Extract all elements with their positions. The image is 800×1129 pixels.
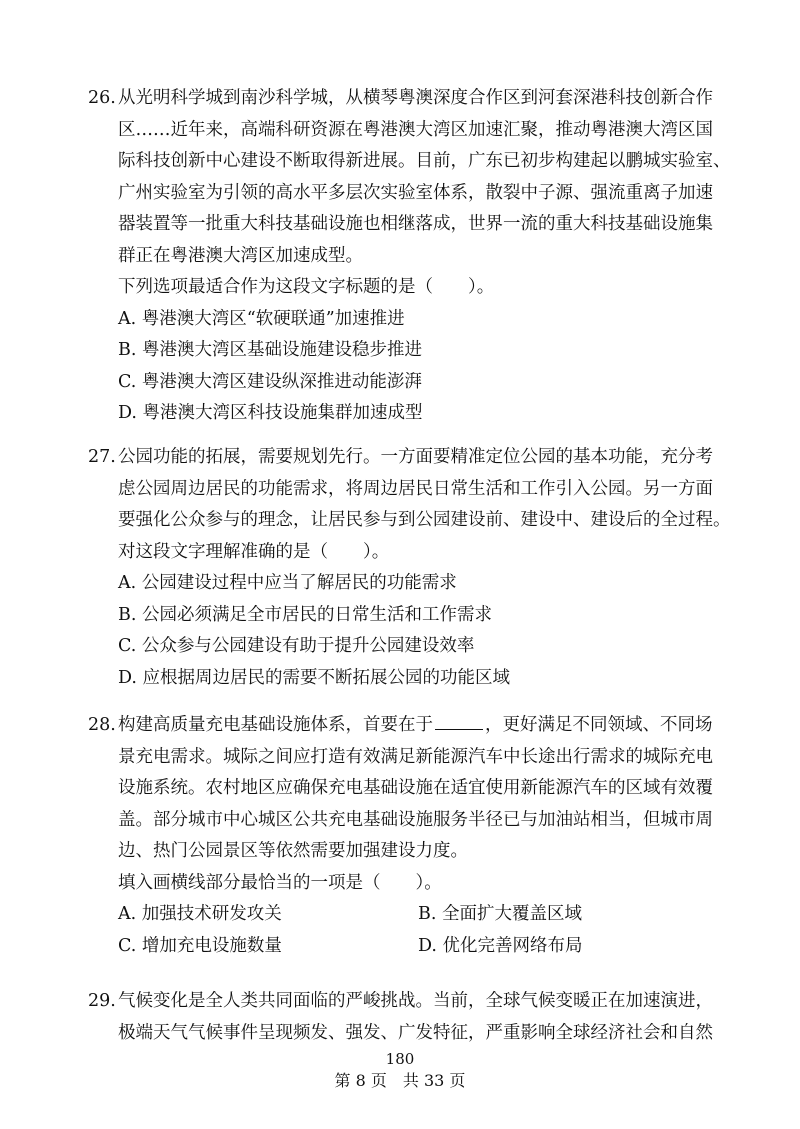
option-a: A. 粤港澳大湾区“软硬联通”加速推进 bbox=[118, 308, 405, 329]
option-a: A. 公园建设过程中应当了解居民的功能需求 bbox=[118, 573, 457, 593]
stem-line: 公园功能的拓展，需要规划先行。一方面要精准定位公园的基本功能，充分考 bbox=[118, 447, 713, 467]
option-b: B. 公园必须满足全市居民的日常生活和工作需求 bbox=[118, 604, 492, 625]
question-29 bbox=[88, 986, 728, 1049]
question-26 bbox=[88, 83, 731, 430]
question-number: 26. bbox=[88, 88, 116, 108]
options-row bbox=[88, 931, 728, 963]
question-prompt: 填入画横线部分最恰当的一项是（ ）。 bbox=[118, 872, 442, 893]
stem-line: 器装置等一批重大科技基础设施也相继落成，世界一流的重大科技基础设施集 bbox=[118, 214, 713, 234]
stem-line: 际科技创新中心建设不断取得新进展。目前，广东已初步构建起以鹏城实验室、 bbox=[118, 151, 731, 171]
stem-line: 盖。部分城市中心城区公共充电基础设施服务半径已与加油站相当，但城市周 bbox=[118, 809, 713, 830]
question-prompt: 对这段文字理解准确的是（ ）。 bbox=[118, 541, 390, 562]
stem-line: 极端天气气候事件呈现频发、强发、广发特征，严重影响全球经济社会和自然 bbox=[118, 1022, 713, 1043]
page-number: 180 bbox=[385, 1050, 415, 1068]
stem-line: 构建高质量充电基础设施体系，首要在于 bbox=[118, 715, 433, 735]
question-27 bbox=[88, 442, 731, 694]
stem-line: 广州实验室为引领的高水平多层次实验室体系，散裂中子源、强流重离子加速 bbox=[118, 182, 713, 203]
question-number: 27. bbox=[88, 447, 116, 467]
fill-blank bbox=[435, 711, 483, 730]
question-number: 28. bbox=[88, 715, 116, 735]
option-a: A. 加强技术研发攻关 bbox=[118, 904, 282, 924]
options-row bbox=[88, 899, 728, 931]
page-footer: 第 8 页 共 33 页 bbox=[334, 1071, 466, 1090]
option-b: B. 粤港澳大湾区基础设施建设稳步推进 bbox=[118, 340, 422, 360]
option-c: C. 公众参与公园建设有助于提升公园建设效率 bbox=[118, 636, 475, 656]
stem-line: 边、热门公园景区等依然需要加强建设力度。 bbox=[118, 841, 468, 861]
option-c: C. 增加充电设施数量 bbox=[118, 935, 282, 956]
stem-line: 从光明科学城到南沙科学城，从横琴粤澳深度合作区到河套深港科技创新合作 bbox=[118, 88, 713, 108]
stem-line: 区……近年来，高端科研资源在粤港澳大湾区加速汇聚，推动粤港澳大湾区国 bbox=[118, 119, 713, 140]
stem-line: ，更好满足不同领域、不同场 bbox=[485, 715, 713, 735]
question-28 bbox=[88, 710, 728, 962]
stem-line: 景充电需求。城际之间应打造有效满足新能源汽车中长途出行需求的城际充电 bbox=[118, 746, 713, 767]
stem-line: 虑公园周边居民的功能需求，将周边居民日常生活和工作引入公园。另一方面 bbox=[118, 478, 713, 499]
option-d: D. 应根据周边居民的需要不断拓展公园的功能区域 bbox=[118, 667, 511, 688]
question-prompt: 下列选项最适合作为这段文字标题的是（ ）。 bbox=[118, 277, 495, 297]
stem-line: 要强化公众参与的理念，让居民参与到公园建设前、建设中、建设后的全过程。 bbox=[118, 510, 731, 530]
stem-line: 气候变化是全人类共同面临的严峻挑战。当前，全球气候变暖正在加速演进， bbox=[118, 991, 713, 1011]
stem-line: 设施系统。农村地区应确保充电基础设施在适宜使用新能源汽车的区域有效覆 bbox=[118, 778, 713, 798]
option-b: B. 全面扩大覆盖区域 bbox=[418, 904, 582, 924]
option-d: D. 粤港澳大湾区科技设施集群加速成型 bbox=[118, 403, 423, 423]
option-c: C. 粤港澳大湾区建设纵深推进动能澎湃 bbox=[118, 371, 422, 392]
stem-line: 群正在粤港澳大湾区加速成型。 bbox=[118, 245, 363, 266]
option-d: D. 优化完善网络布局 bbox=[418, 935, 583, 956]
question-number: 29. bbox=[88, 991, 116, 1011]
